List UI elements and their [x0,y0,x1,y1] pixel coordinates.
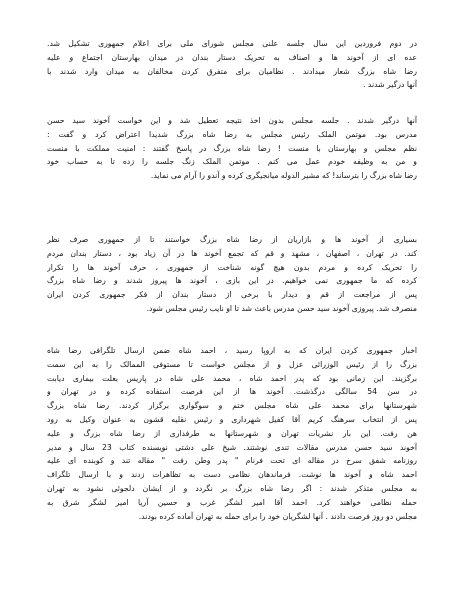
paragraph-line: روزنامه شفق سرخ در مقاله ای تحت فرنام " پدر وطن رفت " مقاله تند و کوبنده ای علیه [47,456,417,466]
paragraph-line: کرده که ما جمهوری نمی خواهیم. در این بازی ، آخوند ها پیروز شدند و رضا شاه بزرگ [47,276,417,286]
paragraph-line: و من به وظیفه خودم عمل می کنم . موتمن الملک زنگ جلسه را زده تا به حساب خود [47,157,417,167]
paragraph-line: عده ای از آخوند ها و اصناف به تحریک دستار بندان در میدان بهارستان اجتماع و علیه [47,52,417,62]
paragraph-line: آنها درگیر شدند . [363,80,417,90]
paragraph-2 [47,114,417,183]
paragraph-line: رضا شاه بزرگ شعار میدادند . نظامیان برای متفرق کردن مخالفان به میدان وارد شدند با [47,66,417,76]
paragraph-line: احمد شاه و آخوند ها نوشت. فرماندهان نظامی دست به تظاهرات زدند و با ارسال تلگراف [47,470,417,480]
paragraph-line: به مجلس متذکر شدند : اگر رضا شاه بزرگ بر نگردد و از ایشان دلجوئی نشود به تهران [47,483,417,493]
paragraph-line: مجلس دو روز فرصت دادند . آنها لشگریان خود را برای حمله به تهران آماده کرده بودند. [138,511,417,521]
paragraph-line: رضا شاه بزرگ را بترساند! که مشیر الدوله میانجیگری کرده و آندو را آرام می نماید. [150,171,417,181]
paragraph-line: در دوم فروردین این سال جلسه علنی مجلس شورای ملی برای اعلام جمهوری تشکیل شد. [47,39,417,48]
paragraph-line: برگزیند. این زمانی بود که پدر احمد شاه ، محمد علی شاه در پاریس بعلت بیماری دیابت [47,373,417,383]
paragraph-line: را تحریک کرده و مردم بدون هیچ گونه شناخت از جمهوری ، حرف آخوند ها را تکرار [47,262,417,272]
paragraph-4 [47,344,417,523]
paragraph-line: آخوند سید حسن مدرس مقالات تندی نوشتند. شیخ علی دشتی نویسنده کتاب 23 سال و مدیر [47,442,417,452]
paragraph-line: پس از مراجعت از قم و دیدار با برخی از دستار بندان از فکر جمهوری کردن ایران [47,290,417,300]
paragraph-line: هن رفت. این بار نشریات تهران و شهرستانها به طرفداری از رضا شاه بزرگ و علیه [47,428,417,438]
paragraph-1 [47,37,417,92]
paragraph-line: بسیاری از آخوند ها و بازاریان از رضا شاه بزرگ خواستند تا از جمهوری صرف نظر [47,235,417,244]
paragraph-line: در سن 54 سالگی درگذشت. آخوند ها از این فرصت استفاده کرده و در تهران و [47,387,417,397]
paragraph-line: آنها درگیر شدند . جلسه مجلس بدون اخذ نتیجه تعطیل شد و این خواست آخوند سید حسن [47,116,417,125]
paragraph-line: منصرف شد. پیروزی آخوند سید حسن مدرس باعث شد تا او نایب رئیس مجلس شود. [146,303,417,313]
paragraph-line: پس از انتخاب سرهنگ کریم آقا کفیل شهرداری و رئیس نقلیه قشون به عنوان وکیل به رود [47,414,417,424]
paragraph-line: شهرستانها برای محمد علی شاه مجلس ختم و سوگواری برگزار کردند. رضا شاه بزرگ [47,401,417,411]
paragraph-line: مدرس بود. موتمن الملک رئیس مجلس به رضا شاه بزرگ شدیدا اعتراض کرد و گفت : [47,129,417,139]
paragraph-line: نظم مجلس و بهارستان با منست ! رضا شاه بزرگ در پاسخ گفتند : امنیت مملکت با منست [47,143,417,153]
paragraph-line: بزرگ را از رئیس الوزرائی عزل و از مجلس خواست تا مستوفی الممالک را به این سمت [47,359,417,369]
paragraph-3 [47,233,417,316]
paragraph-line: حمله نظامی خواهند کرد. احمد آقا امیر لشگر غرب و حسین آریا امیر لشگر شرق به [47,497,417,507]
paragraph-line: کند. در تهران ، اصفهان ، مشهد و قم که تجمع آخوند ها در آن زیاد بود ، دستار بندان مردم [47,248,417,258]
paragraph-line: اخبار جمهوری کردن ایران که به اروپا رسید ، احمد شاه ضمن ارسال تلگرافی رضا شاه [47,346,417,355]
